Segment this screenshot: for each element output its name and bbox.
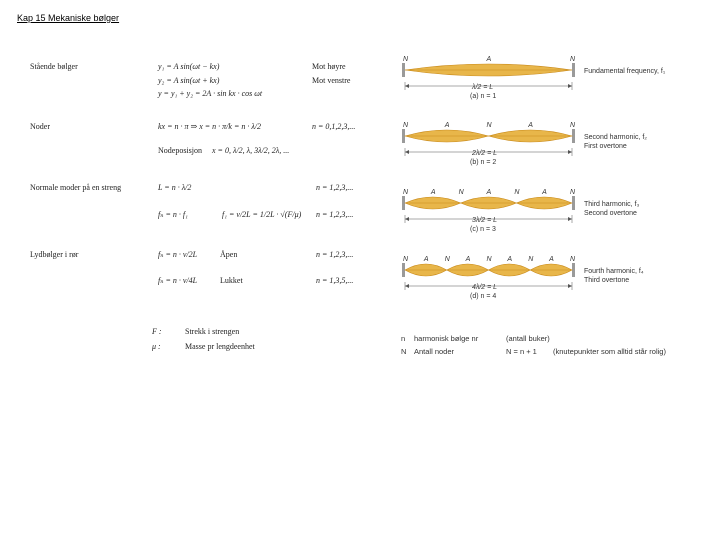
type-closed: Lukket — [220, 276, 243, 285]
mode-name: Fundamental frequency, f₁ — [584, 68, 666, 75]
mode-caption: (c) n = 3 — [470, 226, 496, 233]
mode-caption: (b) n = 2 — [470, 159, 497, 166]
eq-y1: y₁ = A sin(ωt − kx) — [158, 62, 220, 71]
mode-caption: (d) n = 4 — [470, 293, 497, 300]
node-label: N — [486, 256, 492, 263]
antinode-label: A — [486, 56, 492, 63]
label-noder: Noder — [30, 122, 50, 131]
eq-L: L = n · λ/2 — [158, 183, 192, 192]
node-label: N — [528, 256, 534, 263]
legend-F-sym: F : — [152, 327, 162, 336]
node-label: N — [486, 122, 492, 129]
mode-caption: (a) n = 1 — [470, 93, 497, 100]
node-label: N — [403, 56, 409, 63]
wall-left — [402, 63, 405, 77]
length-label: 4λ/2 = L — [472, 284, 498, 291]
node-label: N — [570, 189, 576, 196]
antinode-label: A — [528, 122, 533, 129]
legend-n-sym: n — [401, 334, 406, 343]
type-open: Åpen — [220, 250, 238, 259]
mode-name: Fourth harmonic, f₄ — [584, 268, 644, 275]
antinode-label: A — [430, 189, 436, 196]
label-normale: Normale moder på en streng — [30, 183, 122, 192]
label-nodeposisjon: Nodeposisjon — [158, 146, 202, 155]
length-label: 3λ/2 = L — [472, 217, 498, 224]
node-label: N — [458, 189, 464, 196]
legend-N-note: (knutepunkter som alltid står rolig) — [553, 347, 666, 356]
length-label: 2λ/2 = L — [472, 150, 498, 157]
length-label: λ/2 = L — [472, 84, 494, 91]
node-label: N — [403, 189, 409, 196]
node-label: N — [570, 56, 576, 63]
node-label: N — [403, 122, 409, 129]
antinode-label: A — [549, 256, 554, 263]
legend-F-text: Strekk i strengen — [185, 327, 240, 336]
node-label: N — [444, 256, 450, 263]
node-label: N — [403, 256, 409, 263]
legend-N-text: Antall noder — [414, 347, 455, 356]
eq-lyd-open: fₙ = n · v/2L — [158, 250, 198, 259]
range-noder: n = 0,1,2,3,... — [312, 122, 356, 131]
eq-y2: y₂ = A sin(ωt + kx) — [158, 76, 220, 85]
dir-right: Mot høyre — [312, 62, 346, 71]
dir-left: Mot venstre — [312, 76, 351, 85]
range-lyd-1: n = 1,2,3,... — [316, 250, 354, 259]
antinode-label: A — [542, 189, 547, 196]
legend-n-text: harmonisk bølge nr — [414, 334, 479, 343]
legend-mu-sym: μ : — [152, 342, 161, 351]
range-normale-2: n = 1,2,3,... — [316, 210, 354, 219]
eq-noder: kx = n · π ⇒ x = n · π/k = n · λ/2 — [158, 122, 262, 131]
label-lyd: Lydbølger i rør — [30, 250, 79, 259]
legend-N-formula: N = n + 1 — [506, 347, 537, 356]
page-title: Kap 15 Mekaniske bølger — [17, 13, 120, 23]
eq-y: y = y₁ + y₂ = 2A · sin kx · cos ωt — [158, 89, 263, 98]
node-label: N — [514, 189, 520, 196]
antinode-label: A — [465, 256, 471, 263]
label-staende: Stående bølger — [30, 62, 78, 71]
antinode-label: A — [444, 122, 450, 129]
range-normale-1: n = 1,2,3,... — [316, 183, 354, 192]
range-lyd-2: n = 1,3,5,... — [316, 276, 354, 285]
antinode-label: A — [423, 256, 429, 263]
antinode-label: A — [486, 189, 492, 196]
legend-mu-text: Masse pr lengdeenhet — [185, 342, 255, 351]
legend-n-extra: (antall buker) — [506, 334, 550, 343]
node-label: N — [570, 256, 576, 263]
eq-nodeposisjon: x = 0, λ/2, λ, 3λ/2, 2λ, ... — [212, 146, 290, 155]
mode-name: Second harmonic, f₂ — [584, 134, 648, 141]
node-label: N — [570, 122, 576, 129]
wall-right — [572, 63, 575, 77]
legend-N-sym: N — [401, 347, 407, 356]
mode-overtone: Third overtone — [584, 277, 630, 284]
eq-lyd-closed: fₙ = n · v/4L — [158, 276, 198, 285]
eq-f1: f₁ = v/2L = 1/2L · √(F/μ) — [222, 210, 302, 219]
eq-fn: fₙ = n · f₁ — [158, 210, 188, 219]
mode-overtone: Second overtone — [584, 210, 637, 217]
antinode-label: A — [507, 256, 513, 263]
mode-name: Third harmonic, f₃ — [584, 201, 640, 208]
mode-overtone: First overtone — [584, 143, 627, 150]
